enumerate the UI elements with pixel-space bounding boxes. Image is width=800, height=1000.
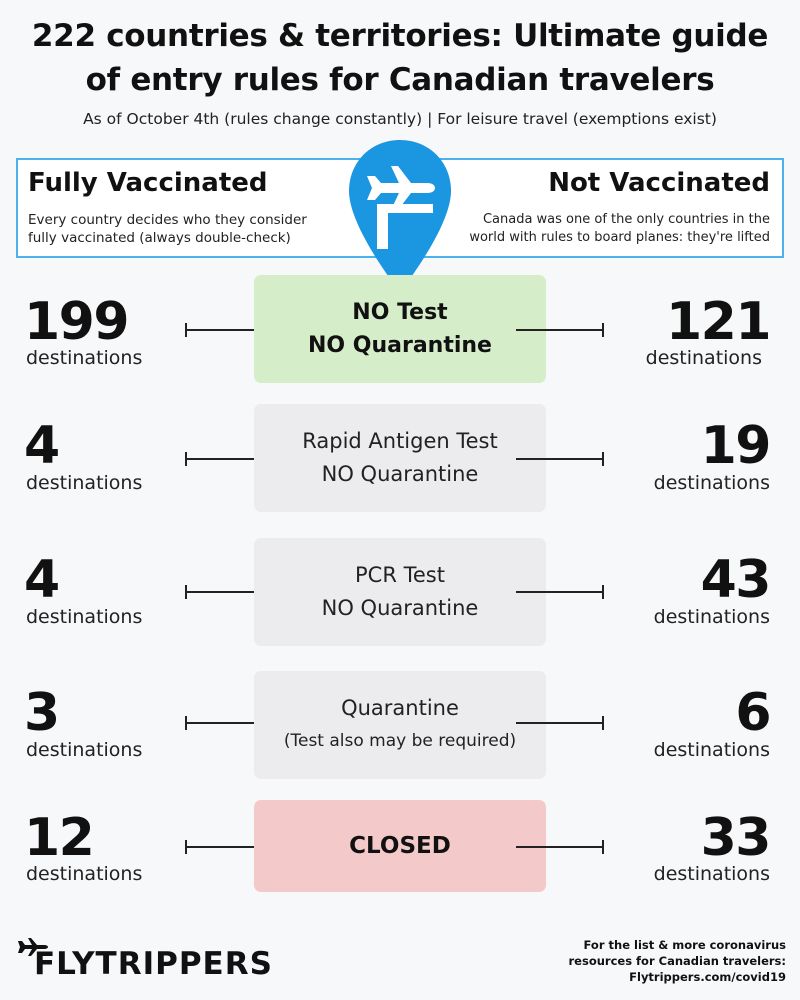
rule-line-1: NO Test: [352, 300, 448, 325]
title-line-1: 222 countries & territories: Ultimate guide: [31, 18, 769, 54]
vaccinated-unit-row-3: destinations: [26, 606, 143, 628]
vaccinated-unit-row-5: destinations: [26, 863, 143, 885]
not-vaccinated-unit-row-3: destinations: [653, 606, 770, 628]
not-vaccinated-unit-row-1: destinations: [645, 347, 762, 369]
rule-line-2: NO Quarantine: [308, 333, 492, 358]
brand-logo: FLYTRIPPERS: [34, 946, 273, 982]
not-vaccinated-count-row-3: 43: [700, 550, 770, 610]
not-vaccinated-note: Canada was one of the only countries in the world with rules to board planes: they're lifted: [469, 212, 770, 245]
not-vaccinated-count-row-2: 19: [700, 416, 770, 476]
rule-box-quarantine: [254, 671, 546, 779]
not-vaccinated-count-row-5: 33: [700, 808, 770, 868]
rule-line-2: NO Quarantine: [321, 462, 479, 486]
airplane-departure-icon: [345, 136, 455, 296]
page-title: [0, 14, 800, 102]
rule-line-1: CLOSED: [349, 832, 451, 859]
fully-vaccinated-note: Every country decides who they consider fully vaccinated (always double-check): [28, 212, 307, 246]
not-vaccinated-unit-row-4: destinations: [653, 739, 770, 761]
rule-line-1: PCR Test: [355, 563, 445, 587]
rule-box-closed: [254, 800, 546, 892]
vaccinated-count-row-3: 4: [24, 550, 59, 610]
title-line-2: of entry rules for Canadian travelers: [85, 62, 715, 98]
rule-line-2: (Test also may be required): [283, 731, 517, 751]
rule-box-rapid-antigen: [254, 404, 546, 512]
rule-line-2: NO Quarantine: [321, 596, 479, 620]
fully-vaccinated-heading: Fully Vaccinated: [28, 168, 268, 198]
footer-note-line-2: resources for Canadian travelers:: [568, 954, 786, 968]
vaccinated-count-row-4: 3: [24, 683, 59, 743]
not-vaccinated-count-row-4: 6: [735, 683, 770, 743]
rule-box-no-test: [254, 275, 546, 383]
connector-right-row-5: [516, 846, 604, 848]
connector-right-row-1: [516, 329, 604, 331]
rule-line-1: Quarantine: [341, 696, 459, 720]
connector-right-row-3: [516, 591, 604, 593]
not-vaccinated-heading: Not Vaccinated: [548, 168, 770, 198]
rule-box-pcr-test: [254, 538, 546, 646]
vaccinated-unit-row-4: destinations: [26, 739, 143, 761]
not-vaccinated-unit-row-2: destinations: [653, 472, 770, 494]
footer-link[interactable]: Flytrippers.com/covid19: [629, 970, 786, 984]
connector-right-row-4: [516, 722, 604, 724]
not-vaccinated-count-row-1: 121: [665, 292, 770, 352]
subtitle: As of October 4th (rules change constantly) | For leisure travel (exemptions exist): [83, 110, 717, 128]
vaccinated-unit-row-1: destinations: [26, 347, 143, 369]
vaccinated-count-row-1: 199: [24, 292, 129, 352]
footer-note: [556, 937, 786, 985]
rule-line-1: Rapid Antigen Test: [302, 429, 498, 453]
vaccinated-count-row-2: 4: [24, 416, 59, 476]
vaccinated-unit-row-2: destinations: [26, 472, 143, 494]
vaccinated-count-row-5: 12: [24, 808, 94, 868]
footer-note-line-1: For the list & more coronavirus: [583, 938, 786, 952]
connector-right-row-2: [516, 458, 604, 460]
not-vaccinated-unit-row-5: destinations: [653, 863, 770, 885]
